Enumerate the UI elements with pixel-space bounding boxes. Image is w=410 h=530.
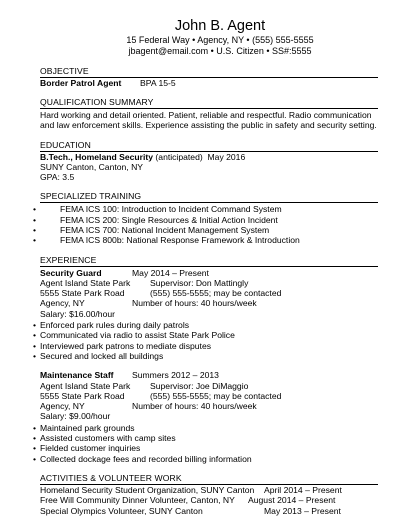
list-item: • Collected dockage fees and recorded billing information [33,453,252,464]
bullet-icon: • [33,330,37,341]
bullet-icon: • [33,319,37,330]
activity-dates: May 2013 – Present [264,505,341,516]
qualifications-text: Hard working and detail oriented. Patient, reliable and respectful. Radio communication and law enforcement skills. Experience assisting the public in safety and security setting. [40,110,377,131]
education-school: SUNY Canton, Canton, NY [40,161,144,172]
job-dates: May 2014 – Present [132,267,209,278]
activity-dates: August 2014 – Present [248,495,336,506]
activity-role: Free Will Community Dinner Volunteer, Canton, NY [40,495,235,506]
qualifications-heading: QUALIFICATION SUMMARY [40,97,378,109]
objective-section [40,66,378,88]
activity-dates: April 2014 – Present [264,485,342,496]
bullet-icon: • [33,422,37,433]
job-title: Security Guard [40,267,102,278]
objective-heading: OBJECTIVE [40,66,378,78]
bullet-icon: • [33,214,37,225]
objective-position: Border Patrol Agent [40,78,122,88]
qualifications-section [40,97,378,130]
experience-section [33,254,378,464]
job-supervisor: Supervisor: Don Mattingly [150,278,249,289]
list-item: • FEMA ICS 700: National Incident Management System [33,225,270,236]
list-item: • Communicated via radio to assist State Park Police [33,330,235,341]
job-salary: Salary: $16.00/hour [40,308,116,319]
job-hours: Number of hours: 40 hours/week [132,298,257,309]
job-city: Agency, NY [40,298,85,309]
activity-role: Homeland Security Student Organization, SUNY Canton [40,485,255,496]
candidate-name: John B. Agent [174,18,266,34]
job-dates: Summers 2012 – 2013 [132,370,219,381]
list-item [40,495,378,505]
job-employer: Agent Island State Park [40,278,131,289]
experience-heading: EXPERIENCE [40,255,378,267]
list-item: • Enforced park rules during daily patrols [33,319,190,330]
job-hours: Number of hours: 40 hours/week [132,401,257,412]
bullet-icon: • [33,432,37,443]
activities-heading: ACTIVITIES & VOLUNTEER WORK [40,473,378,485]
list-item: • Secured and locked all buildings [33,351,164,362]
education-status: (anticipated) [155,151,203,162]
education-gpa: GPA: 3.5 [40,172,75,183]
list-item: • Maintained park grounds [33,422,135,433]
bullet-icon: • [33,443,37,454]
job-address: 5555 State Park Road [40,288,125,299]
list-item [40,506,378,516]
list-item: • FEMA ICS 200: Single Resources & Initial Action Incident [33,214,278,225]
training-section [33,191,378,246]
objective-grade: BPA 15-5 [140,78,176,88]
bullet-icon: • [33,453,37,464]
education-date: May 2016 [207,151,246,162]
job-entry [33,370,378,464]
job-city: Agency, NY [40,401,85,412]
bullet-icon: • [33,340,37,351]
job-phone: (555) 555-5555; may be contacted [150,288,282,299]
training-heading: SPECIALIZED TRAINING [40,191,378,203]
bullet-icon: • [33,351,37,362]
list-item: • Fielded customer inquiries [33,443,141,454]
list-item [40,485,378,495]
education-heading: EDUCATION [40,140,378,152]
list-item: • FEMA ICS 100: Introduction to Incident Command System [33,204,282,215]
job-duties [33,422,378,465]
bullet-icon: • [33,225,37,236]
education-section [40,140,378,183]
job-duties [33,319,378,362]
job-address: 5555 State Park Road [40,390,125,401]
bullet-icon: • [33,235,37,246]
education-degree: B.Tech., Homeland Security [40,151,154,162]
list-item: • Assisted customers with camp sites [33,432,176,443]
address-line: 15 Federal Way • Agency, NY • (555) 555-5555 [126,35,314,45]
job-supervisor: Supervisor: Joe DiMaggio [150,380,249,391]
training-list [33,204,378,246]
job-phone: (555) 555-5555; may be contacted [150,390,282,401]
job-entry [33,267,378,362]
list-item: • Interviewed park patrons to mediate disputes [33,340,212,351]
activity-role: Special Olympics Volunteer, SUNY Canton [40,505,203,516]
bullet-icon: • [33,204,37,215]
job-title: Maintenance Staff [40,370,114,381]
email-line: jbagent@email.com • U.S. Citizen • SS#:5555 [128,46,312,56]
activities-section [40,473,378,516]
resume-header [40,18,378,57]
job-salary: Salary: $9.00/hour [40,411,111,422]
job-employer: Agent Island State Park [40,380,131,391]
list-item: • FEMA ICS 800b: National Response Framework & Introduction [33,235,300,246]
